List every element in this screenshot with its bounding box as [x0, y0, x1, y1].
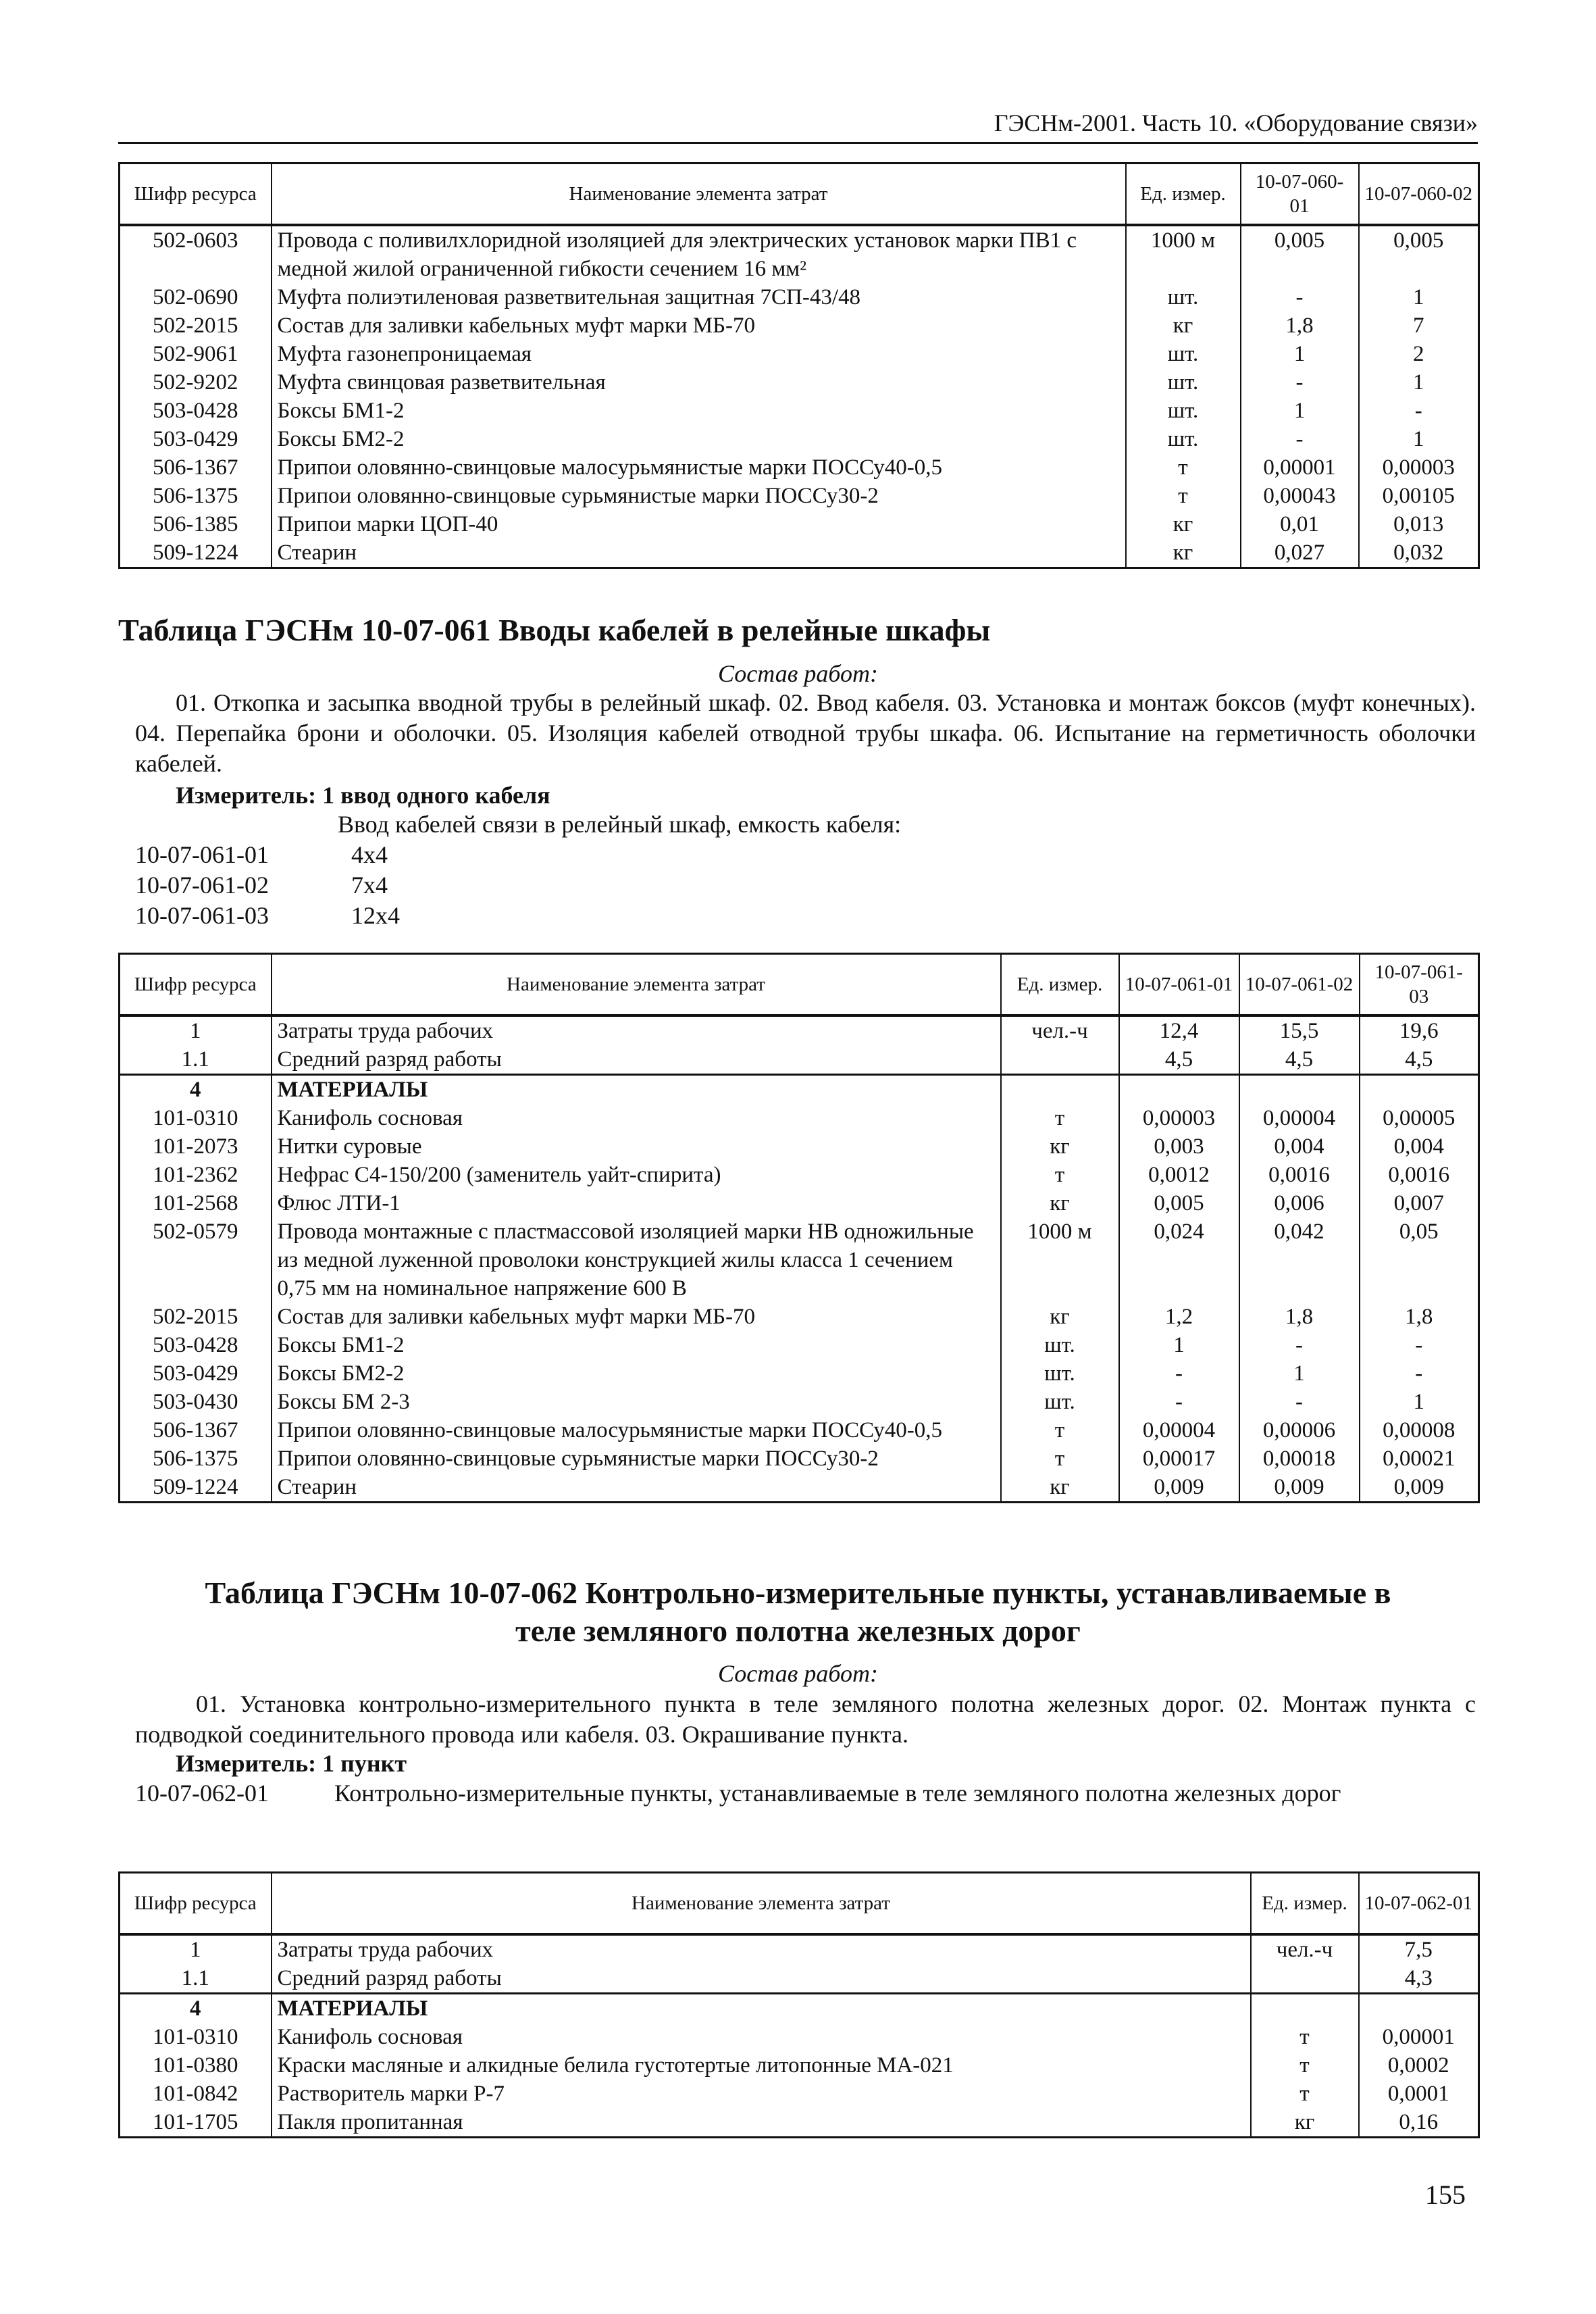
row-value-2: 1	[1359, 283, 1479, 311]
row-value-3: 0,004	[1360, 1132, 1479, 1161]
row-value-2: 0,00004	[1239, 1104, 1360, 1132]
row-value-1: 0,005	[1119, 1189, 1239, 1217]
row-code: 502-2015	[120, 1303, 272, 1331]
table-row	[120, 2080, 1479, 2108]
row-code: 1.1	[120, 1045, 272, 1075]
header-unit: Ед. измер.	[1126, 164, 1241, 226]
table-row	[120, 368, 1479, 397]
table-row	[120, 425, 1479, 453]
row-value-1: 0,01	[1241, 510, 1359, 538]
section-title-061: Таблица ГЭСНм 10-07-061 Вводы кабелей в релейные шкафы	[118, 613, 991, 647]
row-value-1: 0,00003	[1119, 1104, 1239, 1132]
row-value-1: 1,2	[1119, 1303, 1239, 1331]
row-unit: т	[1251, 2051, 1359, 2080]
row-code: 101-1705	[120, 2108, 272, 2138]
row-value-1: 12,4	[1119, 1015, 1239, 1045]
row-value-1: 4,5	[1119, 1045, 1239, 1075]
row-value-3: 0,009	[1360, 1473, 1479, 1503]
row-unit: 1000 м	[1001, 1217, 1119, 1303]
row-name: Канифоль сосновая	[272, 1104, 1001, 1132]
row-name: Муфта газонепроницаемая	[272, 340, 1126, 368]
row-value-1: 0,0002	[1359, 2051, 1479, 2080]
row-name: Состав для заливки кабельных муфт марки МБ-70	[272, 311, 1126, 340]
row-value-1: 0,0012	[1119, 1161, 1239, 1189]
table-row	[120, 283, 1479, 311]
row-unit: шт.	[1126, 340, 1241, 368]
row-value-1: 0,003	[1119, 1132, 1239, 1161]
row-value-3: -	[1360, 1331, 1479, 1359]
row-value-3: 0,0016	[1360, 1161, 1479, 1189]
row-value-1: -	[1241, 283, 1359, 311]
row-name: Припои оловянно-свинцовые сурьмянистые марки ПОССу30-2	[272, 1444, 1001, 1473]
row-unit: т	[1126, 482, 1241, 510]
page-header	[118, 108, 1478, 144]
page-number: 155	[1425, 2180, 1466, 2210]
row-value-1: -	[1119, 1359, 1239, 1388]
table-row	[120, 1161, 1479, 1189]
variant-row	[135, 1778, 1476, 1808]
row-name: Стеарин	[272, 538, 1126, 568]
row-value-1: 0,0001	[1359, 2080, 1479, 2108]
table-row	[120, 1104, 1479, 1132]
row-value-3: 4,5	[1360, 1045, 1479, 1075]
resource-table-061	[118, 953, 1480, 1503]
row-code: 503-0428	[120, 397, 272, 425]
variant-row	[135, 870, 388, 900]
header-unit: Ед. измер.	[1001, 954, 1119, 1016]
row-value-3: -	[1360, 1359, 1479, 1388]
table-row	[120, 225, 1479, 283]
row-name: Флюс ЛТИ-1	[272, 1189, 1001, 1217]
row-value-2: 0,009	[1239, 1473, 1360, 1503]
row-value-3: 0,007	[1360, 1189, 1479, 1217]
row-unit: 1000 м	[1126, 225, 1241, 283]
row-value-2: 0,00105	[1359, 482, 1479, 510]
row-code: 506-1385	[120, 510, 272, 538]
row-value-1: 0,005	[1241, 225, 1359, 283]
row-value-2: 1	[1239, 1359, 1360, 1388]
row-code: 101-0380	[120, 2051, 272, 2080]
table-row	[120, 1217, 1479, 1303]
row-value-2: 0,00018	[1239, 1444, 1360, 1473]
variant-code: 10-07-061-01	[135, 841, 269, 868]
row-name: Средний разряд работы	[272, 1045, 1001, 1075]
row-value-1: 0,00001	[1359, 2023, 1479, 2051]
row-value-2: 0,006	[1239, 1189, 1360, 1217]
row-value-2: 0,00006	[1239, 1416, 1360, 1444]
row-value-1: 4,3	[1359, 1964, 1479, 1994]
table-row	[120, 2023, 1479, 2051]
row-value-1: 0,024	[1119, 1217, 1239, 1303]
table-header-row	[120, 954, 1479, 1016]
header-unit: Ед. измер.	[1251, 1873, 1359, 1935]
row-code: 509-1224	[120, 1473, 272, 1503]
row-name: Канифоль сосновая	[272, 2023, 1251, 2051]
row-unit: т	[1001, 1416, 1119, 1444]
work-composition-label: Состав работ:	[718, 660, 878, 687]
row-code: 101-2073	[120, 1132, 272, 1161]
variant-code: 10-07-061-02	[135, 872, 269, 899]
resource-table-062	[118, 1871, 1480, 2138]
table-row	[120, 1189, 1479, 1217]
row-value-2: 7	[1359, 311, 1479, 340]
header-code: Шифр ресурса	[120, 1873, 272, 1935]
row-unit	[1251, 1964, 1359, 1994]
row-name: Нитки суровые	[272, 1132, 1001, 1161]
table-row	[120, 1444, 1479, 1473]
row-code: 101-0842	[120, 2080, 272, 2108]
row-name: Средний разряд работы	[272, 1964, 1251, 1994]
row-unit: т	[1251, 2023, 1359, 2051]
row-code: 1	[120, 1934, 272, 1964]
row-value-3: 0,00008	[1360, 1416, 1479, 1444]
table-row	[120, 1994, 1479, 2023]
row-unit	[1001, 1075, 1119, 1105]
row-code: 506-1367	[120, 1416, 272, 1444]
section-title-line-1: Таблица ГЭСНм 10-07-062 Контрольно-измерительные пункты, устанавливаемые в	[205, 1576, 1391, 1610]
row-unit: кг	[1126, 510, 1241, 538]
row-value-3	[1360, 1075, 1479, 1105]
table-row	[120, 311, 1479, 340]
measure-unit: Измеритель: 1 ввод одного кабеля	[176, 782, 550, 809]
row-value-3: 1,8	[1360, 1303, 1479, 1331]
row-name: Припои оловянно-свинцовые сурьмянистые марки ПОССу30-2	[272, 482, 1126, 510]
row-value-2: 0,042	[1239, 1217, 1360, 1303]
row-code: 502-0579	[120, 1217, 272, 1303]
row-value-2: 0,00003	[1359, 453, 1479, 482]
row-value-3: 1	[1360, 1388, 1479, 1416]
table-row	[120, 453, 1479, 482]
work-composition-label: Состав работ:	[718, 1660, 878, 1687]
table-row	[120, 1303, 1479, 1331]
row-value-1: -	[1119, 1388, 1239, 1416]
table-row	[120, 1416, 1479, 1444]
row-unit: кг	[1001, 1189, 1119, 1217]
row-value-2: 0,005	[1359, 225, 1479, 283]
row-code: 502-9202	[120, 368, 272, 397]
table-row	[120, 1132, 1479, 1161]
row-name: Муфта полиэтиленовая разветвительная защитная 7СП-43/48	[272, 283, 1126, 311]
row-name: Нефрас С4-150/200 (заменитель уайт-спирита)	[272, 1161, 1001, 1189]
row-code: 502-2015	[120, 311, 272, 340]
row-value-1: 0,00001	[1241, 453, 1359, 482]
row-value-1: 1	[1241, 397, 1359, 425]
header-col-2: 10-07-060-02	[1359, 164, 1479, 226]
variant-code: 10-07-062-01	[135, 1780, 269, 1807]
table-row	[120, 2108, 1479, 2138]
row-value-3: 0,00005	[1360, 1104, 1479, 1132]
row-value-2: 1	[1359, 425, 1479, 453]
table-row	[120, 510, 1479, 538]
row-name: Припои оловянно-свинцовые малосурьмянистые марки ПОССу40-0,5	[272, 453, 1126, 482]
row-code: 502-0690	[120, 283, 272, 311]
row-code: 1	[120, 1015, 272, 1045]
header-col-1: 10-07-060-01	[1241, 164, 1359, 226]
row-value-2: 15,5	[1239, 1015, 1360, 1045]
row-unit: чел.-ч	[1001, 1015, 1119, 1045]
variant-code: 10-07-061-03	[135, 902, 269, 929]
header-code: Шифр ресурса	[120, 164, 272, 226]
row-name: Стеарин	[272, 1473, 1001, 1503]
row-unit: т	[1001, 1104, 1119, 1132]
row-unit: шт.	[1001, 1388, 1119, 1416]
variant-row	[135, 840, 388, 870]
row-code: 101-0310	[120, 2023, 272, 2051]
row-name: Припои марки ЦОП-40	[272, 510, 1126, 538]
row-value-2: 0,013	[1359, 510, 1479, 538]
row-unit: шт.	[1126, 425, 1241, 453]
row-value-1: 0,00017	[1119, 1444, 1239, 1473]
row-code: 502-0603	[120, 225, 272, 283]
variants-subhead: Ввод кабелей связи в релейный шкаф, емкость кабеля:	[338, 811, 902, 838]
section-title-062	[118, 1574, 1478, 1650]
header-col-3: 10-07-061-03	[1360, 954, 1479, 1016]
row-name: Боксы БМ2-2	[272, 425, 1126, 453]
row-value-1: 1	[1241, 340, 1359, 368]
row-unit: кг	[1251, 2108, 1359, 2138]
table-row	[120, 1331, 1479, 1359]
row-name: Состав для заливки кабельных муфт марки МБ-70	[272, 1303, 1001, 1331]
row-code: 503-0429	[120, 1359, 272, 1388]
row-code: 101-0310	[120, 1104, 272, 1132]
row-value-1: 7,5	[1359, 1934, 1479, 1964]
row-value-1: -	[1241, 368, 1359, 397]
row-value-2: 0,032	[1359, 538, 1479, 568]
row-name: Муфта свинцовая разветвительная	[272, 368, 1126, 397]
row-value-2: -	[1239, 1388, 1360, 1416]
variant-text: Контрольно-измерительные пункты, устанавливаемые в теле земляного полотна железных дорог	[334, 1780, 1341, 1807]
row-value-1	[1359, 1994, 1479, 2023]
row-value-1: -	[1241, 425, 1359, 453]
row-name: Пакля пропитанная	[272, 2108, 1251, 2138]
row-unit: т	[1251, 2080, 1359, 2108]
row-code: 4	[120, 1994, 272, 2023]
variant-value: 4х4	[351, 841, 388, 868]
table-header-row	[120, 1873, 1479, 1935]
row-value-1: 0,027	[1241, 538, 1359, 568]
row-value-2: 0,0016	[1239, 1161, 1360, 1189]
table-row	[120, 1473, 1479, 1503]
work-composition-text: 01. Откопка и засыпка вводной трубы в релейный шкаф. 02. Ввод кабеля. 03. Установка и монтаж боксов (муфт конечных). 04. Перепайка брони и оболочки. 05. Изоляция кабелей отводной трубы шкафа. 06. Испытание на герметичность оболочки кабелей.	[135, 689, 1476, 777]
table-row	[120, 538, 1479, 568]
header-name: Наименование элемента затрат	[272, 164, 1126, 226]
row-unit: кг	[1001, 1132, 1119, 1161]
row-unit: т	[1001, 1161, 1119, 1189]
table-row	[120, 1934, 1479, 1964]
row-name: МАТЕРИАЛЫ	[272, 1994, 1251, 2023]
row-value-2: -	[1239, 1331, 1360, 1359]
row-value-1: 0,00004	[1119, 1416, 1239, 1444]
row-value-3: 0,05	[1360, 1217, 1479, 1303]
row-name: Боксы БМ 2-3	[272, 1388, 1001, 1416]
row-code: 101-2362	[120, 1161, 272, 1189]
table-row	[120, 1359, 1479, 1388]
variant-value: 12х4	[351, 902, 400, 929]
table-row	[120, 1075, 1479, 1105]
table-row	[120, 340, 1479, 368]
header-col-1: 10-07-061-01	[1119, 954, 1239, 1016]
header-col-1: 10-07-062-01	[1359, 1873, 1479, 1935]
table-row	[120, 1964, 1479, 1994]
row-name: МАТЕРИАЛЫ	[272, 1075, 1001, 1105]
table-row	[120, 1045, 1479, 1075]
row-unit: т	[1001, 1444, 1119, 1473]
header-name: Наименование элемента затрат	[272, 954, 1001, 1016]
row-unit: кг	[1126, 538, 1241, 568]
row-value-1	[1119, 1075, 1239, 1105]
row-unit	[1251, 1994, 1359, 2023]
row-code: 502-9061	[120, 340, 272, 368]
row-unit: чел.-ч	[1251, 1934, 1359, 1964]
row-name: Припои оловянно-свинцовые малосурьмянистые марки ПОССу40-0,5	[272, 1416, 1001, 1444]
row-value-2: 1,8	[1239, 1303, 1360, 1331]
row-name: Провода монтажные с пластмассовой изоляцией марки НВ одножильные из медной луженной проволоки конструкцией жилы класса 1 сечением 0,75 мм на номинальное напряжение 600 В	[272, 1217, 1001, 1303]
variant-row	[135, 901, 400, 930]
table-row	[120, 1015, 1479, 1045]
table-row	[120, 482, 1479, 510]
row-code: 506-1375	[120, 482, 272, 510]
row-unit: т	[1126, 453, 1241, 482]
header-col-2: 10-07-061-02	[1239, 954, 1360, 1016]
row-value-3: 19,6	[1360, 1015, 1479, 1045]
row-unit: кг	[1001, 1473, 1119, 1503]
row-name: Краски масляные и алкидные белила густотертые литопонные МА-021	[272, 2051, 1251, 2080]
row-code: 506-1375	[120, 1444, 272, 1473]
row-code: 101-2568	[120, 1189, 272, 1217]
section-title-line-2: теле земляного полотна железных дорог	[515, 1613, 1081, 1648]
row-value-2: 2	[1359, 340, 1479, 368]
row-value-1: 0,00043	[1241, 482, 1359, 510]
measure-unit: Измеритель: 1 пункт	[176, 1750, 407, 1777]
row-name: Боксы БМ2-2	[272, 1359, 1001, 1388]
row-name: Боксы БМ1-2	[272, 1331, 1001, 1359]
row-value-1: 0,009	[1119, 1473, 1239, 1503]
row-unit: шт.	[1126, 397, 1241, 425]
header-text: ГЭСНм-2001. Часть 10. «Оборудование связи»	[994, 109, 1478, 136]
table-row	[120, 2051, 1479, 2080]
row-code: 506-1367	[120, 453, 272, 482]
header-code: Шифр ресурса	[120, 954, 272, 1016]
work-composition-text: 01. Установка контрольно-измерительного пункта в теле земляного полотна железных дорог. 02. Монтаж пункта с подводкой соединительного провода или кабеля. 03. Окрашивание пункта.	[135, 1690, 1476, 1748]
resource-table-060	[118, 162, 1480, 569]
header-name: Наименование элемента затрат	[272, 1873, 1251, 1935]
row-value-1: 0,16	[1359, 2108, 1479, 2138]
row-unit	[1001, 1045, 1119, 1075]
row-value-1: 1,8	[1241, 311, 1359, 340]
row-name: Затраты труда рабочих	[272, 1934, 1251, 1964]
row-code: 4	[120, 1075, 272, 1105]
row-value-2: 4,5	[1239, 1045, 1360, 1075]
row-name: Боксы БМ1-2	[272, 397, 1126, 425]
row-name: Растворитель марки Р-7	[272, 2080, 1251, 2108]
row-value-2: 1	[1359, 368, 1479, 397]
row-code: 503-0429	[120, 425, 272, 453]
row-value-2: -	[1359, 397, 1479, 425]
row-code: 509-1224	[120, 538, 272, 568]
row-unit: шт.	[1001, 1331, 1119, 1359]
row-code: 503-0428	[120, 1331, 272, 1359]
table-header-row	[120, 164, 1479, 226]
row-name: Провода с поливилхлоридной изоляцией для электрических установок марки ПВ1 с медной жилой ограниченной гибкости сечением 16 мм²	[272, 225, 1126, 283]
row-value-2: 0,004	[1239, 1132, 1360, 1161]
table-row	[120, 397, 1479, 425]
row-name: Затраты труда рабочих	[272, 1015, 1001, 1045]
row-code: 503-0430	[120, 1388, 272, 1416]
row-value-3: 0,00021	[1360, 1444, 1479, 1473]
row-unit: шт.	[1126, 283, 1241, 311]
row-value-2	[1239, 1075, 1360, 1105]
variant-value: 7х4	[351, 872, 388, 899]
row-unit: шт.	[1126, 368, 1241, 397]
row-unit: шт.	[1001, 1359, 1119, 1388]
table-row	[120, 1388, 1479, 1416]
row-unit: кг	[1001, 1303, 1119, 1331]
row-unit: кг	[1126, 311, 1241, 340]
row-code: 1.1	[120, 1964, 272, 1994]
row-value-1: 1	[1119, 1331, 1239, 1359]
